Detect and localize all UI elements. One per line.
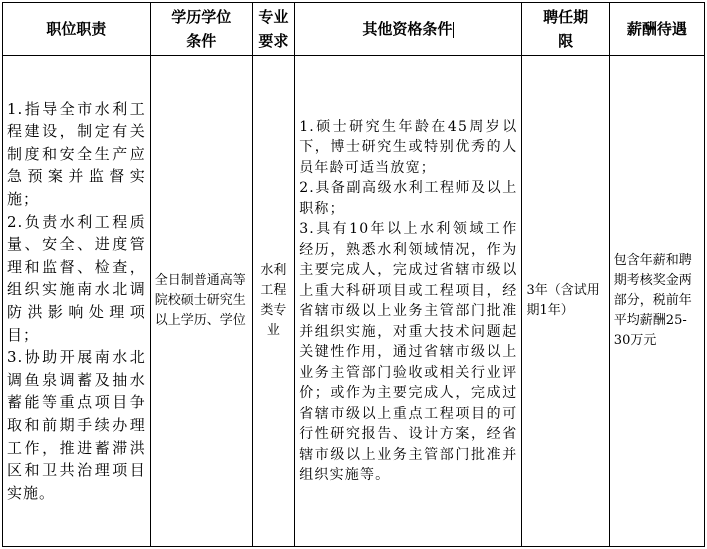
term-cell: 3年（含试用期1年） [522,56,609,547]
header-degree-text: 学历学位条件 [171,8,232,50]
degree-cell: 全日制普通高等院校硕士研究生以上学历、学位 [150,56,252,547]
other-item-1: 1.硕士研究生年龄在45周岁以下，博士研究生或特别优秀的人员年龄可适当放宽； [299,118,518,176]
other-item-3: 3.具有10年以上水利领域工作经历，熟悉水利领域情况，作为主要完成人，完成过省辖市级以上重大科研项目或工程项目，经省辖市级以上业务主管部门批准并组织实施，对重大技术问题起关键性作用，通过省辖市级以上业务主管部门验收或相关行业评价；或作为主要完成人，完成过省辖市级以上重点工程项目的可行性研究报告、设计方案，经省辖市级以上业务主管部门批准并组织实施等。 [299,221,518,483]
header-row [3,3,705,56]
header-term [522,3,609,56]
duty-item-2: 2.负责水利工程质量、安全、进度管理和监督、检查，组织实施南水北调防洪影响处理项目； [7,212,146,344]
major-cell: 水利工程类专业 [252,56,295,547]
header-duties: 职位职责 [3,3,151,56]
job-requirements-table [2,2,705,547]
text-cursor [453,22,454,38]
salary-cell: 包含年薪和聘期考核奖金两部分，税前年平均薪酬25-30万元 [609,56,704,547]
header-major-text: 专业要求 [258,8,289,50]
duty-item-3: 3.协助开展南水北调鱼泉调蓄及抽水蓄能等重点项目争取和前期手续办理工作，推进蓄滞洪区和卫共治理项目实施。 [7,348,146,502]
duties-cell [3,56,151,547]
duty-item-1: 1.指导全市水利工程建设，制定有关制度和安全生产应急预案并监督实施； [7,99,146,209]
header-degree [150,3,252,56]
header-term-text: 聘任期限 [543,8,589,50]
header-salary: 薪酬待遇 [609,3,704,56]
other-qualifications-cell [295,56,522,547]
header-other-text: 其他资格条件 [362,20,453,38]
other-item-2: 2.具备副高级水利工程师及以上职称； [299,180,518,217]
job-row [3,56,705,547]
header-other[interactable] [295,3,522,56]
header-major [252,3,295,56]
